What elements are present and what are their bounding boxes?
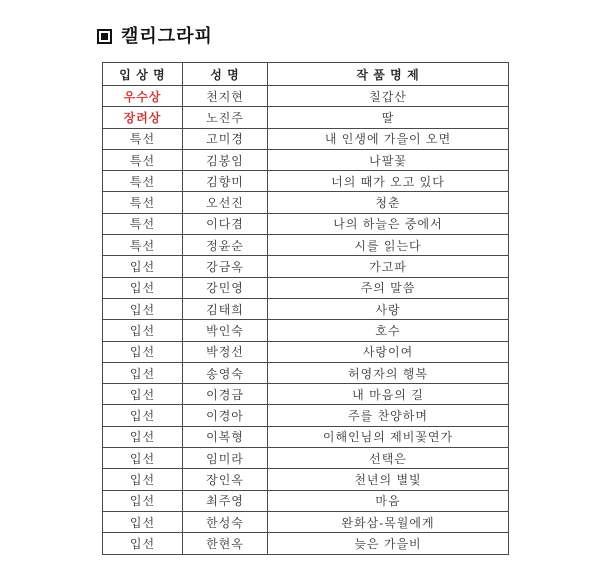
cell-award: 입선 — [103, 533, 183, 554]
page-title-text: 캘리그라피 — [121, 26, 213, 46]
header-award: 입 상 명 — [103, 63, 183, 86]
awards-table — [102, 62, 509, 555]
cell-name: 김봉임 — [183, 149, 268, 170]
table-row — [103, 341, 509, 362]
cell-award: 특선 — [103, 192, 183, 213]
cell-name: 강금옥 — [183, 256, 268, 277]
table-row — [103, 149, 509, 170]
cell-award: 입선 — [103, 298, 183, 319]
table-row — [103, 86, 509, 107]
table-row — [103, 448, 509, 469]
cell-work: 나의 하늘은 중에서 — [268, 213, 509, 234]
cell-work: 칠갑산 — [268, 86, 509, 107]
table-row — [103, 384, 509, 405]
cell-award: 특선 — [103, 235, 183, 256]
table-row — [103, 298, 509, 319]
table-row — [103, 511, 509, 532]
cell-award: 특선 — [103, 128, 183, 149]
table-row — [103, 107, 509, 128]
table-row — [103, 277, 509, 298]
table-row — [103, 320, 509, 341]
cell-award: 입선 — [103, 320, 183, 341]
cell-award: 입선 — [103, 511, 183, 532]
cell-name: 한성숙 — [183, 511, 268, 532]
cell-name: 송영숙 — [183, 362, 268, 383]
cell-name: 한현옥 — [183, 533, 268, 554]
cell-work: 허영자의 행복 — [268, 362, 509, 383]
cell-work: 나팔꽃 — [268, 149, 509, 170]
cell-name: 이경금 — [183, 384, 268, 405]
cell-name: 이경아 — [183, 405, 268, 426]
table-row — [103, 192, 509, 213]
cell-work: 내 마음의 길 — [268, 384, 509, 405]
table-row — [103, 362, 509, 383]
square-bullet-icon — [97, 29, 112, 44]
cell-award: 특선 — [103, 213, 183, 234]
cell-award: 입선 — [103, 405, 183, 426]
cell-work: 딸 — [268, 107, 509, 128]
cell-work: 시를 읽는다 — [268, 235, 509, 256]
cell-work: 마음 — [268, 490, 509, 511]
cell-name: 임미라 — [183, 448, 268, 469]
cell-name: 장인옥 — [183, 469, 268, 490]
table-row — [103, 235, 509, 256]
cell-name: 박인숙 — [183, 320, 268, 341]
cell-award: 입선 — [103, 277, 183, 298]
cell-award: 입선 — [103, 256, 183, 277]
cell-name: 오선진 — [183, 192, 268, 213]
cell-award: 입선 — [103, 341, 183, 362]
cell-work: 주를 찬양하며 — [268, 405, 509, 426]
cell-name: 박정선 — [183, 341, 268, 362]
cell-work: 청춘 — [268, 192, 509, 213]
cell-work: 선택은 — [268, 448, 509, 469]
cell-award: 입선 — [103, 362, 183, 383]
cell-name: 정윤순 — [183, 235, 268, 256]
cell-work: 호수 — [268, 320, 509, 341]
cell-name: 김향미 — [183, 171, 268, 192]
cell-name: 최주영 — [183, 490, 268, 511]
cell-work: 사랑이여 — [268, 341, 509, 362]
cell-work: 내 인생에 가을이 오면 — [268, 128, 509, 149]
table-body — [103, 86, 509, 555]
cell-name: 고미경 — [183, 128, 268, 149]
cell-award: 특선 — [103, 171, 183, 192]
page-title — [97, 27, 213, 45]
table-row — [103, 426, 509, 447]
cell-work: 이해인님의 제비꽃연가 — [268, 426, 509, 447]
cell-award: 장려상 — [103, 107, 183, 128]
table-row — [103, 128, 509, 149]
table-row — [103, 469, 509, 490]
cell-work: 너의 때가 오고 있다 — [268, 171, 509, 192]
cell-work: 늦은 가을비 — [268, 533, 509, 554]
cell-work: 주의 말씀 — [268, 277, 509, 298]
cell-name: 강민영 — [183, 277, 268, 298]
cell-name: 천지현 — [183, 86, 268, 107]
cell-work: 사랑 — [268, 298, 509, 319]
cell-award: 입선 — [103, 490, 183, 511]
header-work: 작 품 명 제 — [268, 63, 509, 86]
cell-award: 특선 — [103, 149, 183, 170]
cell-name: 이다겸 — [183, 213, 268, 234]
cell-work: 가고파 — [268, 256, 509, 277]
table-header-row — [103, 63, 509, 86]
table-row — [103, 405, 509, 426]
cell-award: 우수상 — [103, 86, 183, 107]
table-row — [103, 533, 509, 554]
table-row — [103, 213, 509, 234]
table-row — [103, 490, 509, 511]
cell-name: 김태희 — [183, 298, 268, 319]
cell-name: 이복형 — [183, 426, 268, 447]
cell-name: 노진주 — [183, 107, 268, 128]
cell-work: 천년의 별빛 — [268, 469, 509, 490]
header-name: 성 명 — [183, 63, 268, 86]
cell-award: 입선 — [103, 469, 183, 490]
cell-award: 입선 — [103, 426, 183, 447]
table-row — [103, 171, 509, 192]
cell-award: 입선 — [103, 448, 183, 469]
cell-work: 완화삼-목월에게 — [268, 511, 509, 532]
cell-award: 입선 — [103, 384, 183, 405]
table-row — [103, 256, 509, 277]
